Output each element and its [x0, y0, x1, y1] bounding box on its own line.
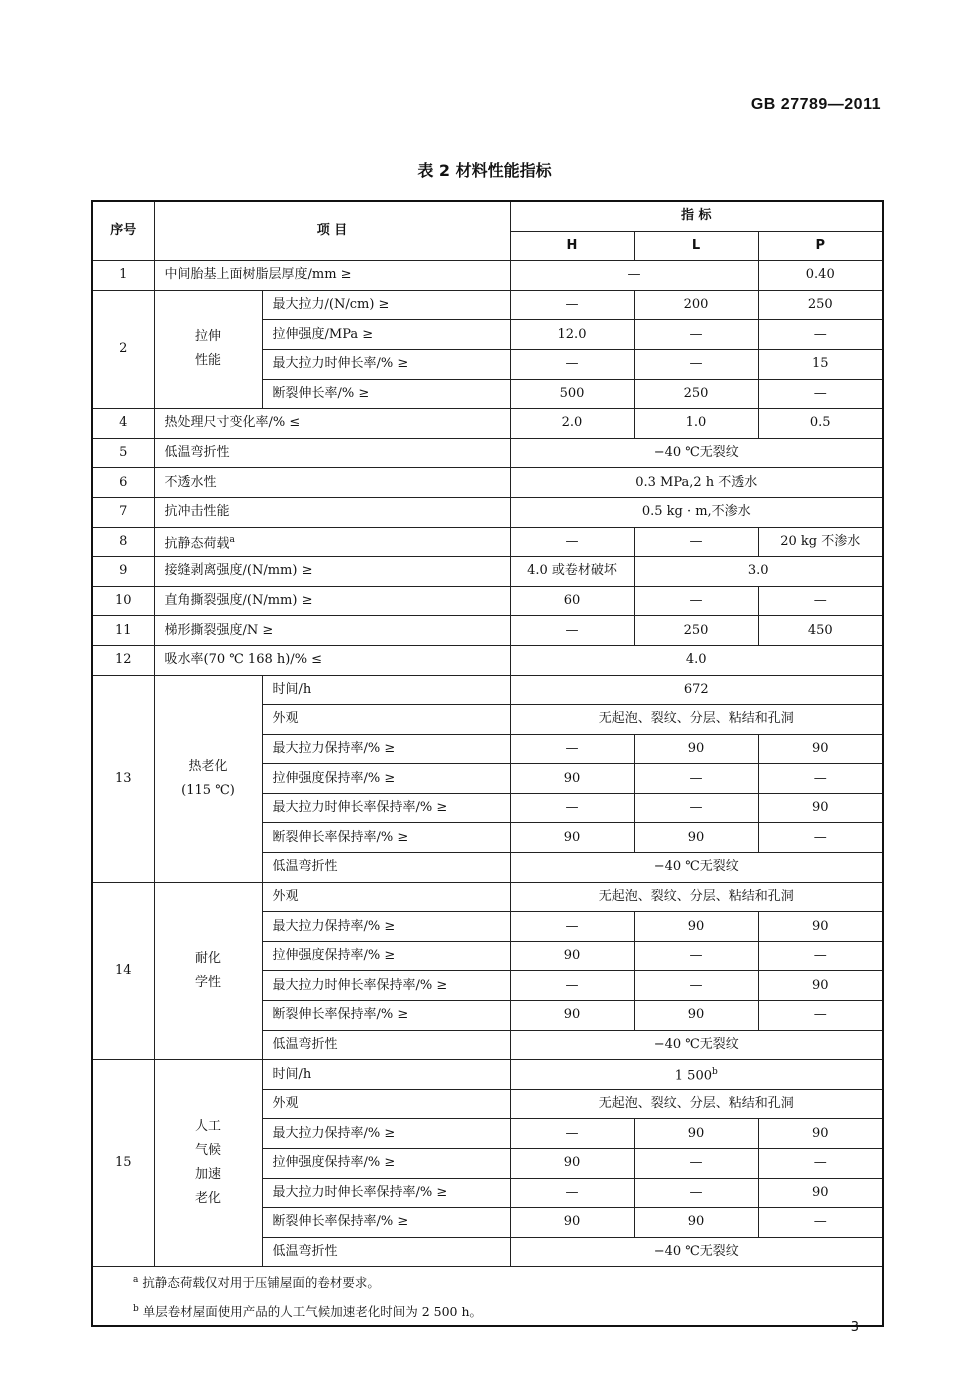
row-no: 15	[92, 1060, 154, 1267]
cell-all: −40 ℃无裂纹	[510, 1237, 883, 1267]
group-label-text: 热老化 (115 ℃)	[181, 758, 235, 798]
page-number: 3	[850, 1320, 859, 1335]
row-item: 梯形撕裂强度/N ≥	[154, 616, 510, 646]
cell-all: −40 ℃无裂纹	[510, 438, 883, 468]
row-item: 最大拉力/(N/cm) ≥	[262, 290, 510, 320]
cell-p: 90	[758, 912, 883, 942]
row-no: 9	[92, 557, 154, 587]
cell-l: —	[634, 1178, 758, 1208]
cell-all: 无起泡、裂纹、分层、粘结和孔洞	[510, 705, 883, 735]
row-item: 最大拉力保持率/% ≥	[262, 912, 510, 942]
cell-h: —	[510, 1119, 634, 1149]
material-properties-table	[91, 200, 884, 1327]
footnote-row	[92, 1296, 883, 1326]
cell-l: 200	[634, 290, 758, 320]
row-item: 外观	[262, 882, 510, 912]
cell-h: 90	[510, 1149, 634, 1179]
row-item: 最大拉力保持率/% ≥	[262, 1119, 510, 1149]
cell-l: 250	[634, 616, 758, 646]
table-title: 表 2 材料性能指标	[417, 161, 552, 180]
group-label	[154, 290, 262, 408]
row-no: 7	[92, 497, 154, 527]
row-item: 时间/h	[262, 675, 510, 705]
cell-p: —	[758, 1149, 883, 1179]
footnote-text: 抗静态荷载仅对用于压铺屋面的卷材要求。	[142, 1275, 380, 1291]
header-l: L	[634, 231, 758, 261]
table-row	[92, 675, 883, 705]
cell-l: —	[634, 971, 758, 1001]
cell-all: 无起泡、裂纹、分层、粘结和孔洞	[510, 1089, 883, 1119]
cell-p: —	[758, 823, 883, 853]
cell-all: 无起泡、裂纹、分层、粘结和孔洞	[510, 882, 883, 912]
cell-p: 250	[758, 290, 883, 320]
table-row	[92, 586, 883, 616]
header-row	[92, 201, 883, 231]
cell-p: 0.40	[758, 261, 883, 291]
row-item: 最大拉力时伸长率保持率/% ≥	[262, 1178, 510, 1208]
row-item: 低温弯折性	[262, 1030, 510, 1060]
cell-p: 0.5	[758, 409, 883, 439]
cell-h: 500	[510, 379, 634, 409]
row-item: 断裂伸长率保持率/% ≥	[262, 1001, 510, 1031]
row-item: 最大拉力保持率/% ≥	[262, 734, 510, 764]
cell-p: —	[758, 1001, 883, 1031]
cell-l: 1.0	[634, 409, 758, 439]
table-row	[92, 438, 883, 468]
cell-h: 12.0	[510, 320, 634, 350]
cell-l: 90	[634, 1001, 758, 1031]
cell-h: —	[510, 971, 634, 1001]
table-row	[92, 557, 883, 587]
cell-p: 20 kg 不渗水	[758, 527, 883, 557]
footnote-row	[92, 1267, 883, 1296]
cell-h: —	[510, 290, 634, 320]
cell-h: 90	[510, 941, 634, 971]
cell-l: 250	[634, 379, 758, 409]
header-p: P	[758, 231, 883, 261]
row-no: 2	[92, 290, 154, 408]
time-value: 1 500	[674, 1068, 712, 1084]
row-item: 拉伸强度保持率/% ≥	[262, 764, 510, 794]
table-row	[92, 261, 883, 291]
cell-p: 90	[758, 971, 883, 1001]
row-item: 外观	[262, 705, 510, 735]
row-item: 拉伸强度保持率/% ≥	[262, 941, 510, 971]
group-label	[154, 1060, 262, 1267]
table-row	[92, 497, 883, 527]
cell-h: 2.0	[510, 409, 634, 439]
footnote-a	[92, 1267, 883, 1296]
footnote-mark: a	[229, 534, 235, 545]
group-label	[154, 882, 262, 1060]
row-item: 拉伸强度/MPa ≥	[262, 320, 510, 350]
table-row	[92, 882, 883, 912]
cell-l: 90	[634, 1119, 758, 1149]
row-no: 11	[92, 616, 154, 646]
cell-all: −40 ℃无裂纹	[510, 853, 883, 883]
cell-all: 0.3 MPa,2 h 不透水	[510, 468, 883, 498]
group-label	[154, 675, 262, 882]
row-no: 13	[92, 675, 154, 882]
row-item: 抗冲击性能	[154, 497, 510, 527]
row-item: 接缝剥离强度/(N/mm) ≥	[154, 557, 510, 587]
cell-p: 90	[758, 1178, 883, 1208]
row-no: 10	[92, 586, 154, 616]
row-item: 时间/h	[262, 1060, 510, 1090]
cell-p: —	[758, 1208, 883, 1238]
cell-hl: —	[510, 261, 758, 291]
cell-p: 450	[758, 616, 883, 646]
cell-l: —	[634, 320, 758, 350]
cell-l: —	[634, 527, 758, 557]
cell-l: —	[634, 941, 758, 971]
header-h: H	[510, 231, 634, 261]
header-no: 序号	[92, 201, 154, 261]
row-item: 断裂伸长率保持率/% ≥	[262, 823, 510, 853]
cell-l: 90	[634, 734, 758, 764]
cell-l: —	[634, 764, 758, 794]
row-item: 直角撕裂强度/(N/mm) ≥	[154, 586, 510, 616]
cell-p: —	[758, 941, 883, 971]
header-index: 指 标	[510, 201, 883, 231]
row-item: 不透水性	[154, 468, 510, 498]
footnote-mark: b	[133, 1303, 139, 1314]
row-no: 5	[92, 438, 154, 468]
row-item	[154, 527, 510, 557]
cell-h: —	[510, 734, 634, 764]
table-row	[92, 409, 883, 439]
row-no: 14	[92, 882, 154, 1060]
cell-all: −40 ℃无裂纹	[510, 1030, 883, 1060]
row-item: 低温弯折性	[154, 438, 510, 468]
footnote-b	[92, 1296, 883, 1326]
table-row	[92, 527, 883, 557]
row-no: 6	[92, 468, 154, 498]
cell-all: 0.5 kg · m,不渗水	[510, 497, 883, 527]
footnote-mark: b	[711, 1067, 718, 1078]
table-row	[92, 616, 883, 646]
row-no: 12	[92, 645, 154, 675]
group-label-text: 耐化 学性	[194, 950, 221, 990]
row-item: 最大拉力时伸长率保持率/% ≥	[262, 793, 510, 823]
header-item: 项 目	[154, 201, 510, 261]
cell-h: —	[510, 527, 634, 557]
cell-l: —	[634, 586, 758, 616]
row-item: 中间胎基上面树脂层厚度/mm ≥	[154, 261, 510, 291]
row-no: 8	[92, 527, 154, 557]
row-item: 热处理尺寸变化率/% ≤	[154, 409, 510, 439]
cell-h: 60	[510, 586, 634, 616]
cell-l: 90	[634, 1208, 758, 1238]
cell-p: 90	[758, 734, 883, 764]
cell-h: —	[510, 1178, 634, 1208]
row-item: 断裂伸长率保持率/% ≥	[262, 1208, 510, 1238]
cell-h: 90	[510, 764, 634, 794]
cell-p: —	[758, 764, 883, 794]
row-item: 断裂伸长率/% ≥	[262, 379, 510, 409]
row-item: 低温弯折性	[262, 853, 510, 883]
footnote-mark: a	[133, 1275, 139, 1286]
cell-l: —	[634, 349, 758, 379]
cell-h: —	[510, 349, 634, 379]
cell-h: —	[510, 912, 634, 942]
document-code: GB 27789—2011	[750, 96, 881, 113]
footnote-text: 单层卷材屋面使用产品的人工气候加速老化时间为 2 500 h。	[142, 1303, 483, 1319]
cell-all: 4.0	[510, 645, 883, 675]
cell-h: 90	[510, 1208, 634, 1238]
cell-p: 15	[758, 349, 883, 379]
table-row	[92, 290, 883, 320]
cell-all	[510, 1060, 883, 1090]
row-item: 低温弯折性	[262, 1237, 510, 1267]
cell-h: —	[510, 793, 634, 823]
cell-l: 90	[634, 912, 758, 942]
table-row	[92, 468, 883, 498]
cell-p: —	[758, 586, 883, 616]
cell-all: 672	[510, 675, 883, 705]
cell-lp: 3.0	[634, 557, 883, 587]
cell-p: 90	[758, 793, 883, 823]
row-item: 最大拉力时伸长率/% ≥	[262, 349, 510, 379]
row-item: 最大拉力时伸长率保持率/% ≥	[262, 971, 510, 1001]
group-label-text: 人工 气候 加速 老化	[194, 1119, 221, 1207]
cell-p: 90	[758, 1119, 883, 1149]
row-item: 外观	[262, 1089, 510, 1119]
table-row	[92, 645, 883, 675]
cell-h: 90	[510, 1001, 634, 1031]
row-no: 4	[92, 409, 154, 439]
cell-p: —	[758, 379, 883, 409]
cell-l: —	[634, 1149, 758, 1179]
cell-h: 4.0 或卷材破坏	[510, 557, 634, 587]
cell-h: 90	[510, 823, 634, 853]
table-row	[92, 1060, 883, 1090]
cell-l: —	[634, 793, 758, 823]
row-item: 拉伸强度保持率/% ≥	[262, 1149, 510, 1179]
row-item: 吸水率(70 ℃ 168 h)/% ≤	[154, 645, 510, 675]
group-label-text: 拉伸 性能	[194, 329, 221, 369]
row-item-text: 抗静态荷载	[164, 535, 230, 551]
row-no: 1	[92, 261, 154, 291]
cell-l: 90	[634, 823, 758, 853]
cell-p: —	[758, 320, 883, 350]
cell-h: —	[510, 616, 634, 646]
